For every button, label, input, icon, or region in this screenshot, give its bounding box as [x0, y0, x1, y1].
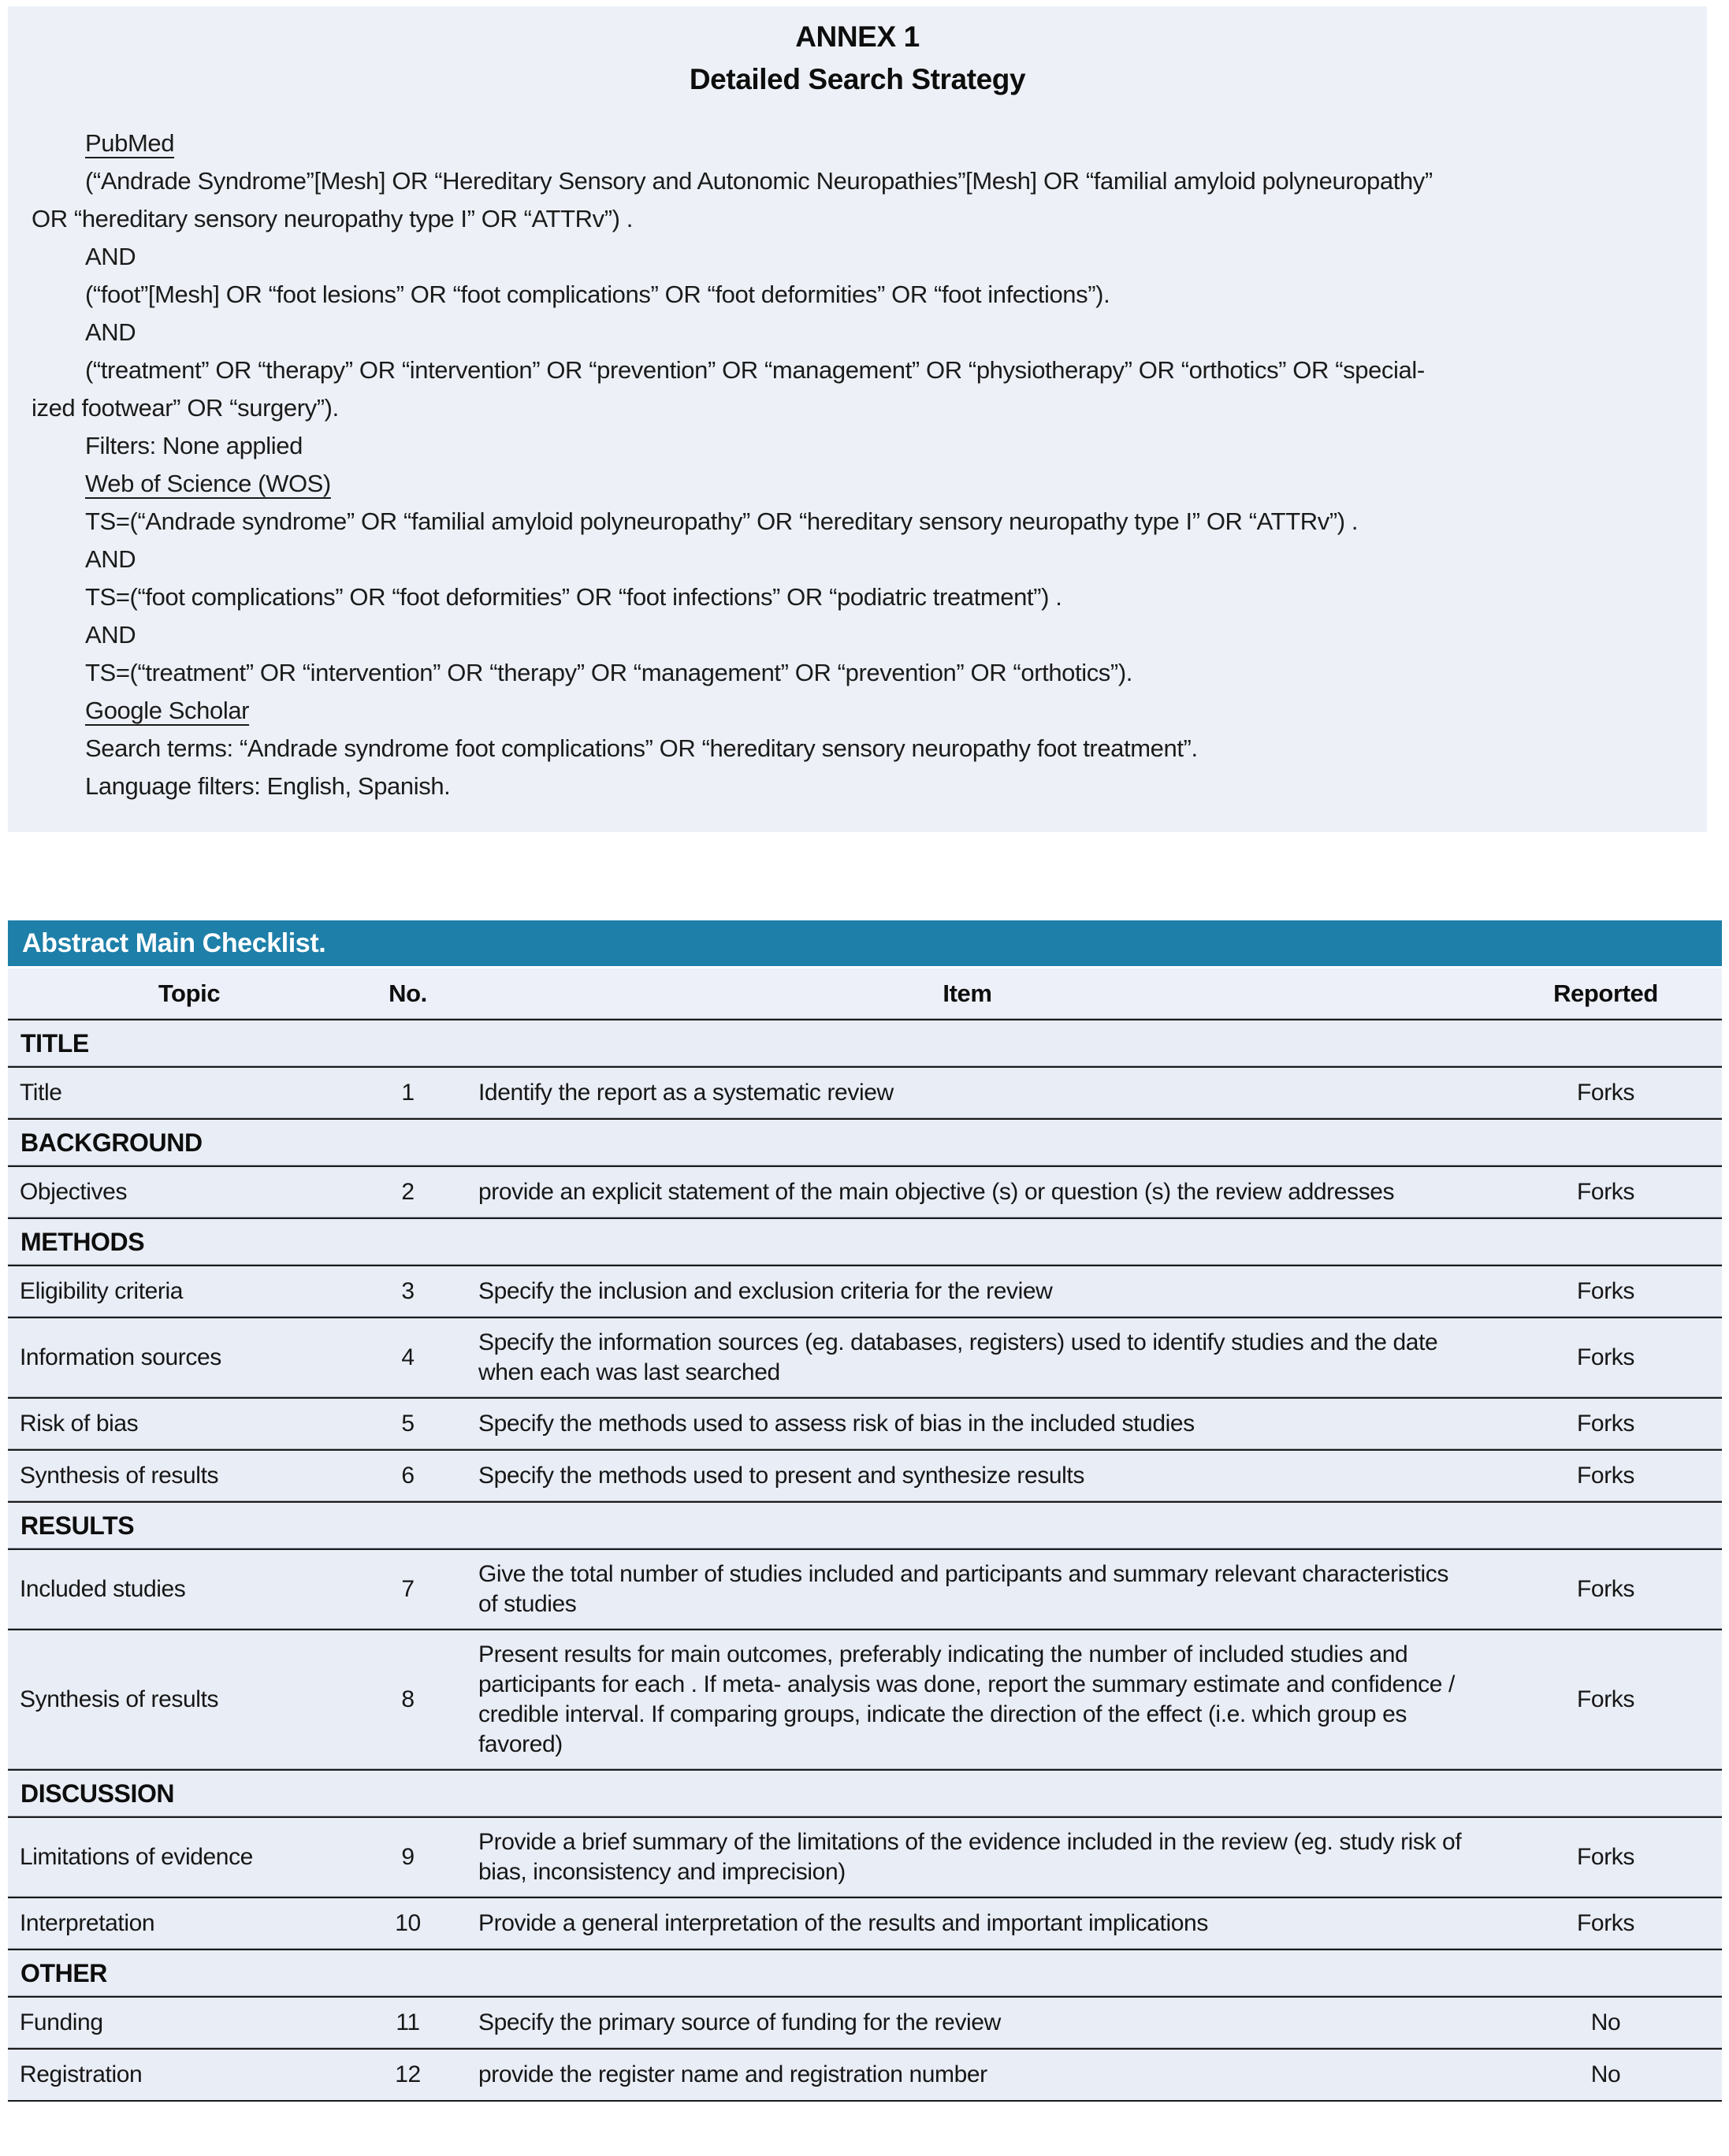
section-label: BACKGROUND: [20, 1128, 203, 1157]
cell-item: Identify the report as a systematic review: [478, 1080, 894, 1106]
table-title-bar: [8, 920, 1722, 966]
cell-no: 11: [396, 2009, 420, 2035]
cell-no: 9: [401, 1844, 415, 1870]
section-label: METHODS: [20, 1227, 145, 1256]
annex-body: [32, 125, 1683, 805]
cell-no: 7: [401, 1576, 415, 1602]
cell-reported: Forks: [1576, 1463, 1634, 1489]
cell-no: 3: [401, 1278, 415, 1304]
column-header-topic: Topic: [158, 979, 221, 1007]
annex-line: [32, 503, 1683, 541]
cell-item: Specify the primary source of funding for the review: [478, 2009, 1001, 2035]
table-row: [8, 1449, 1722, 1501]
cell-topic: Information sources: [20, 1344, 221, 1370]
table-row: [8, 1897, 1722, 1949]
cell-topic: Title: [20, 1080, 62, 1106]
annex-line-text: AND: [85, 545, 136, 573]
cell-topic: Limitations of evidence: [20, 1844, 253, 1870]
annex-line-text: (“treatment” OR “therapy” OR “intervention” OR “prevention” OR “management” OR “physiotherapy” OR “orthotics” OR “special-: [85, 356, 1425, 384]
cell-item: Specify the methods used to assess risk of bias in the included studies: [478, 1411, 1195, 1437]
section-label: RESULTS: [20, 1511, 135, 1540]
cell-reported: Forks: [1576, 1910, 1634, 1936]
annex-line-text: TS=(“Andrade syndrome” OR “familial amyloid polyneuropathy” OR “hereditary sensory neuropathy type I” OR “ATTRv”) .: [85, 507, 1359, 535]
cell-topic: Eligibility criteria: [20, 1278, 184, 1304]
cell-topic: Synthesis of results: [20, 1463, 219, 1489]
cell-reported: Forks: [1576, 1844, 1634, 1870]
cell-reported: Forks: [1576, 1179, 1634, 1205]
cell-topic: Risk of bias: [20, 1411, 139, 1437]
table-section-row: [8, 1501, 1722, 1548]
cell-item: Provide a general interpretation of the results and important implications: [478, 1910, 1208, 1936]
table-section-row: [8, 1118, 1722, 1165]
cell-topic: Registration: [20, 2061, 143, 2087]
table-row: [8, 2048, 1722, 2100]
annex-line-text: ized footwear” OR “surgery”).: [32, 394, 339, 422]
table-row: [8, 1629, 1722, 1769]
cell-item: Specify the information sources (eg. databases, registers) used to identify studies and the date when each was last searched: [478, 1329, 1438, 1385]
cell-reported: Forks: [1576, 1278, 1634, 1304]
column-header-reported: Reported: [1553, 979, 1658, 1007]
annex-line: [32, 276, 1683, 314]
cell-no: 4: [401, 1344, 415, 1370]
cell-item: provide an explicit statement of the main objective (s) or question (s) the review addresses: [478, 1179, 1395, 1205]
annex-database-heading: [32, 692, 1683, 730]
annex-search-strategy-box: [8, 6, 1707, 832]
table-row: [8, 1996, 1722, 2048]
table-row: [8, 1317, 1722, 1397]
cell-topic: Funding: [20, 2009, 103, 2035]
cell-reported: No: [1590, 2061, 1621, 2087]
annex-line-text: Language filters: English, Spanish.: [85, 772, 451, 800]
annex-line: [32, 654, 1683, 692]
annex-line: [32, 616, 1683, 654]
cell-item: provide the register name and registration number: [478, 2061, 987, 2087]
cell-reported: Forks: [1576, 1344, 1634, 1370]
cell-reported: Forks: [1576, 1411, 1634, 1437]
cell-item: Provide a brief summary of the limitations of the evidence included in the review (eg. study risk of bias, inconsistency and imprecision): [478, 1829, 1462, 1885]
cell-no: 12: [395, 2061, 421, 2087]
cell-no: 1: [401, 1080, 415, 1106]
cell-topic: Objectives: [20, 1179, 128, 1205]
annex-title: ANNEX 1: [795, 20, 920, 53]
cell-no: 8: [401, 1686, 415, 1712]
table-row: [8, 1397, 1722, 1449]
table-row: [8, 1816, 1722, 1897]
annex-line: [32, 730, 1683, 768]
annex-line-text: Google Scholar: [85, 697, 250, 724]
cell-topic: Synthesis of results: [20, 1686, 219, 1712]
table-section-row: [8, 1019, 1722, 1066]
annex-line: [32, 351, 1683, 389]
cell-reported: Forks: [1576, 1576, 1634, 1602]
cell-reported: No: [1590, 2009, 1621, 2035]
annex-line: [32, 162, 1683, 200]
cell-item: Give the total number of studies included and participants and summary relevant characteristics of studies: [478, 1561, 1448, 1617]
section-label: TITLE: [20, 1028, 89, 1058]
annex-line-text: AND: [85, 243, 136, 270]
annex-database-heading: [32, 465, 1683, 503]
cell-no: 2: [401, 1179, 415, 1205]
table-row: [8, 1066, 1722, 1118]
annex-line: [32, 578, 1683, 616]
table-row: [8, 1165, 1722, 1217]
table-title: Abstract Main Checklist.: [22, 927, 326, 958]
cell-no: 5: [401, 1411, 415, 1437]
column-header-no: No.: [389, 979, 427, 1007]
cell-item: Specify the methods used to present and synthesize results: [478, 1463, 1084, 1489]
cell-reported: Forks: [1576, 1080, 1634, 1106]
section-label: OTHER: [20, 1958, 108, 1987]
column-header-item: Item: [943, 979, 992, 1007]
section-label: DISCUSSION: [20, 1779, 175, 1808]
annex-line-text: OR “hereditary sensory neuropathy type I” OR “ATTRv”) .: [32, 205, 633, 232]
table-section-row: [8, 1949, 1722, 1996]
abstract-main-checklist-table: [8, 920, 1722, 2102]
annex-line-text: TS=(“treatment” OR “intervention” OR “therapy” OR “management” OR “prevention” OR “orthotics”).: [85, 659, 1132, 686]
annex-line-text: AND: [85, 621, 136, 649]
annex-line-text: Web of Science (WOS): [85, 470, 331, 497]
table-section-row: [8, 1769, 1722, 1816]
cell-item: Specify the inclusion and exclusion criteria for the review: [478, 1278, 1053, 1304]
annex-line-text: Filters: None applied: [85, 432, 303, 459]
cell-no: 6: [401, 1463, 415, 1489]
annex-line-text: PubMed: [85, 129, 175, 157]
cell-reported: Forks: [1576, 1686, 1634, 1712]
annex-line: [32, 314, 1683, 351]
cell-item: Present results for main outcomes, preferably indicating the number of included studies and participants for each . If meta- analysis was done, report the summary estimate and confidence / credible interval. If comparing groups, indicate the direction of the effect (i.e. which group es favored): [478, 1641, 1455, 1757]
annex-line: [32, 427, 1683, 465]
annex-line: [32, 200, 1683, 238]
annex-line-text: AND: [85, 318, 136, 346]
cell-topic: Interpretation: [20, 1910, 155, 1936]
annex-subtitle: Detailed Search Strategy: [689, 63, 1026, 95]
cell-topic: Included studies: [20, 1576, 186, 1602]
table-column-header-row: [8, 968, 1722, 1019]
annex-line-text: (“Andrade Syndrome”[Mesh] OR “Hereditary Sensory and Autonomic Neuropathies”[Mesh] OR “familial amyloid polyneuropathy”: [85, 167, 1433, 195]
annex-line: [32, 768, 1683, 805]
cell-no: 10: [395, 1910, 421, 1936]
table-section-row: [8, 1217, 1722, 1265]
annex-line: [32, 389, 1683, 427]
table-row: [8, 1265, 1722, 1317]
annex-line-text: (“foot”[Mesh] OR “foot lesions” OR “foot complications” OR “foot deformities” OR “foot infections”).: [85, 281, 1110, 308]
annex-line-text: TS=(“foot complications” OR “foot deformities” OR “foot infections” OR “podiatric treatment”) .: [85, 583, 1062, 611]
annex-line: [32, 541, 1683, 578]
annex-line: [32, 238, 1683, 276]
annex-database-heading: [32, 125, 1683, 162]
table-row: [8, 1548, 1722, 1629]
table-body: [8, 1019, 1722, 2102]
annex-line-text: Search terms: “Andrade syndrome foot complications” OR “hereditary sensory neuropathy foot treatment”.: [85, 734, 1198, 762]
